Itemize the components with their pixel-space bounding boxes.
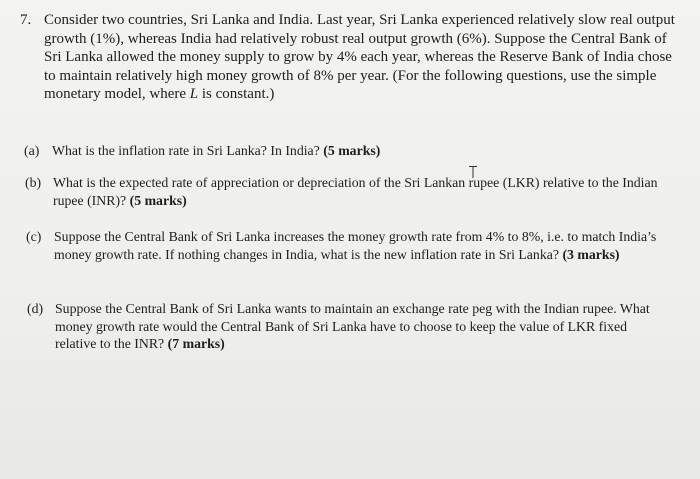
part-d (27, 300, 662, 353)
part-d-marks: (7 marks) (167, 336, 225, 351)
question-number: 7. (20, 12, 32, 28)
part-b-marks: (5 marks) (129, 192, 187, 208)
part-b (25, 174, 665, 209)
part-a-body (52, 142, 664, 160)
part-c (26, 228, 661, 263)
part-c-text: Suppose the Central Bank of Sri Lanka increases the money growth rate from 4% to 8%, i.e. to match India’s money growth rate. If nothing changes in India, what is the new inflation rate in Sri Lanka? (54, 229, 657, 262)
text-cursor-mark (467, 165, 479, 179)
part-b-label: (b) (25, 175, 42, 190)
part-c-body (54, 228, 661, 263)
part-a-text: What is the inflation rate in Sri Lanka? In India? (52, 143, 324, 158)
question-stem (44, 11, 680, 104)
part-d-label: (d) (27, 301, 44, 316)
part-c-label: (c) (26, 229, 42, 244)
part-d-body (55, 300, 662, 353)
part-a-label: (a) (24, 143, 40, 158)
question-7 (20, 11, 680, 104)
part-a-marks: (5 marks) (323, 143, 381, 158)
part-b-text: What is the expected rate of appreciation or depreciation of the Sri Lankan rupee (LKR) relative to the Indian rupee (INR)? (53, 175, 658, 208)
part-d-text: Suppose the Central Bank of Sri Lanka wants to maintain an exchange rate peg with the Indian rupee. What money growth rate would the Central Bank of Sri Lanka have to choose to keep the value of LKR fixed relative to the INR? (55, 301, 650, 351)
l-symbol: L (189, 86, 199, 102)
question-stem-text: Consider two countries, Sri Lanka and India. Last year, Sri Lanka experienced relatively slow real output growth (1%), whereas India had relatively robust real output growth (6%). Suppose the Central Bank of Sri Lanka allowed the money supply to grow by 4% each year, whereas the Reserve Bank of India chose to maintain relatively high money growth of 8% per year. (For the following questions, use the simple monetary model, where (44, 12, 675, 102)
part-c-marks: (3 marks) (562, 246, 620, 262)
part-a (24, 142, 664, 160)
part-b-body (53, 174, 665, 209)
question-stem-end: is constant.) (198, 86, 275, 102)
